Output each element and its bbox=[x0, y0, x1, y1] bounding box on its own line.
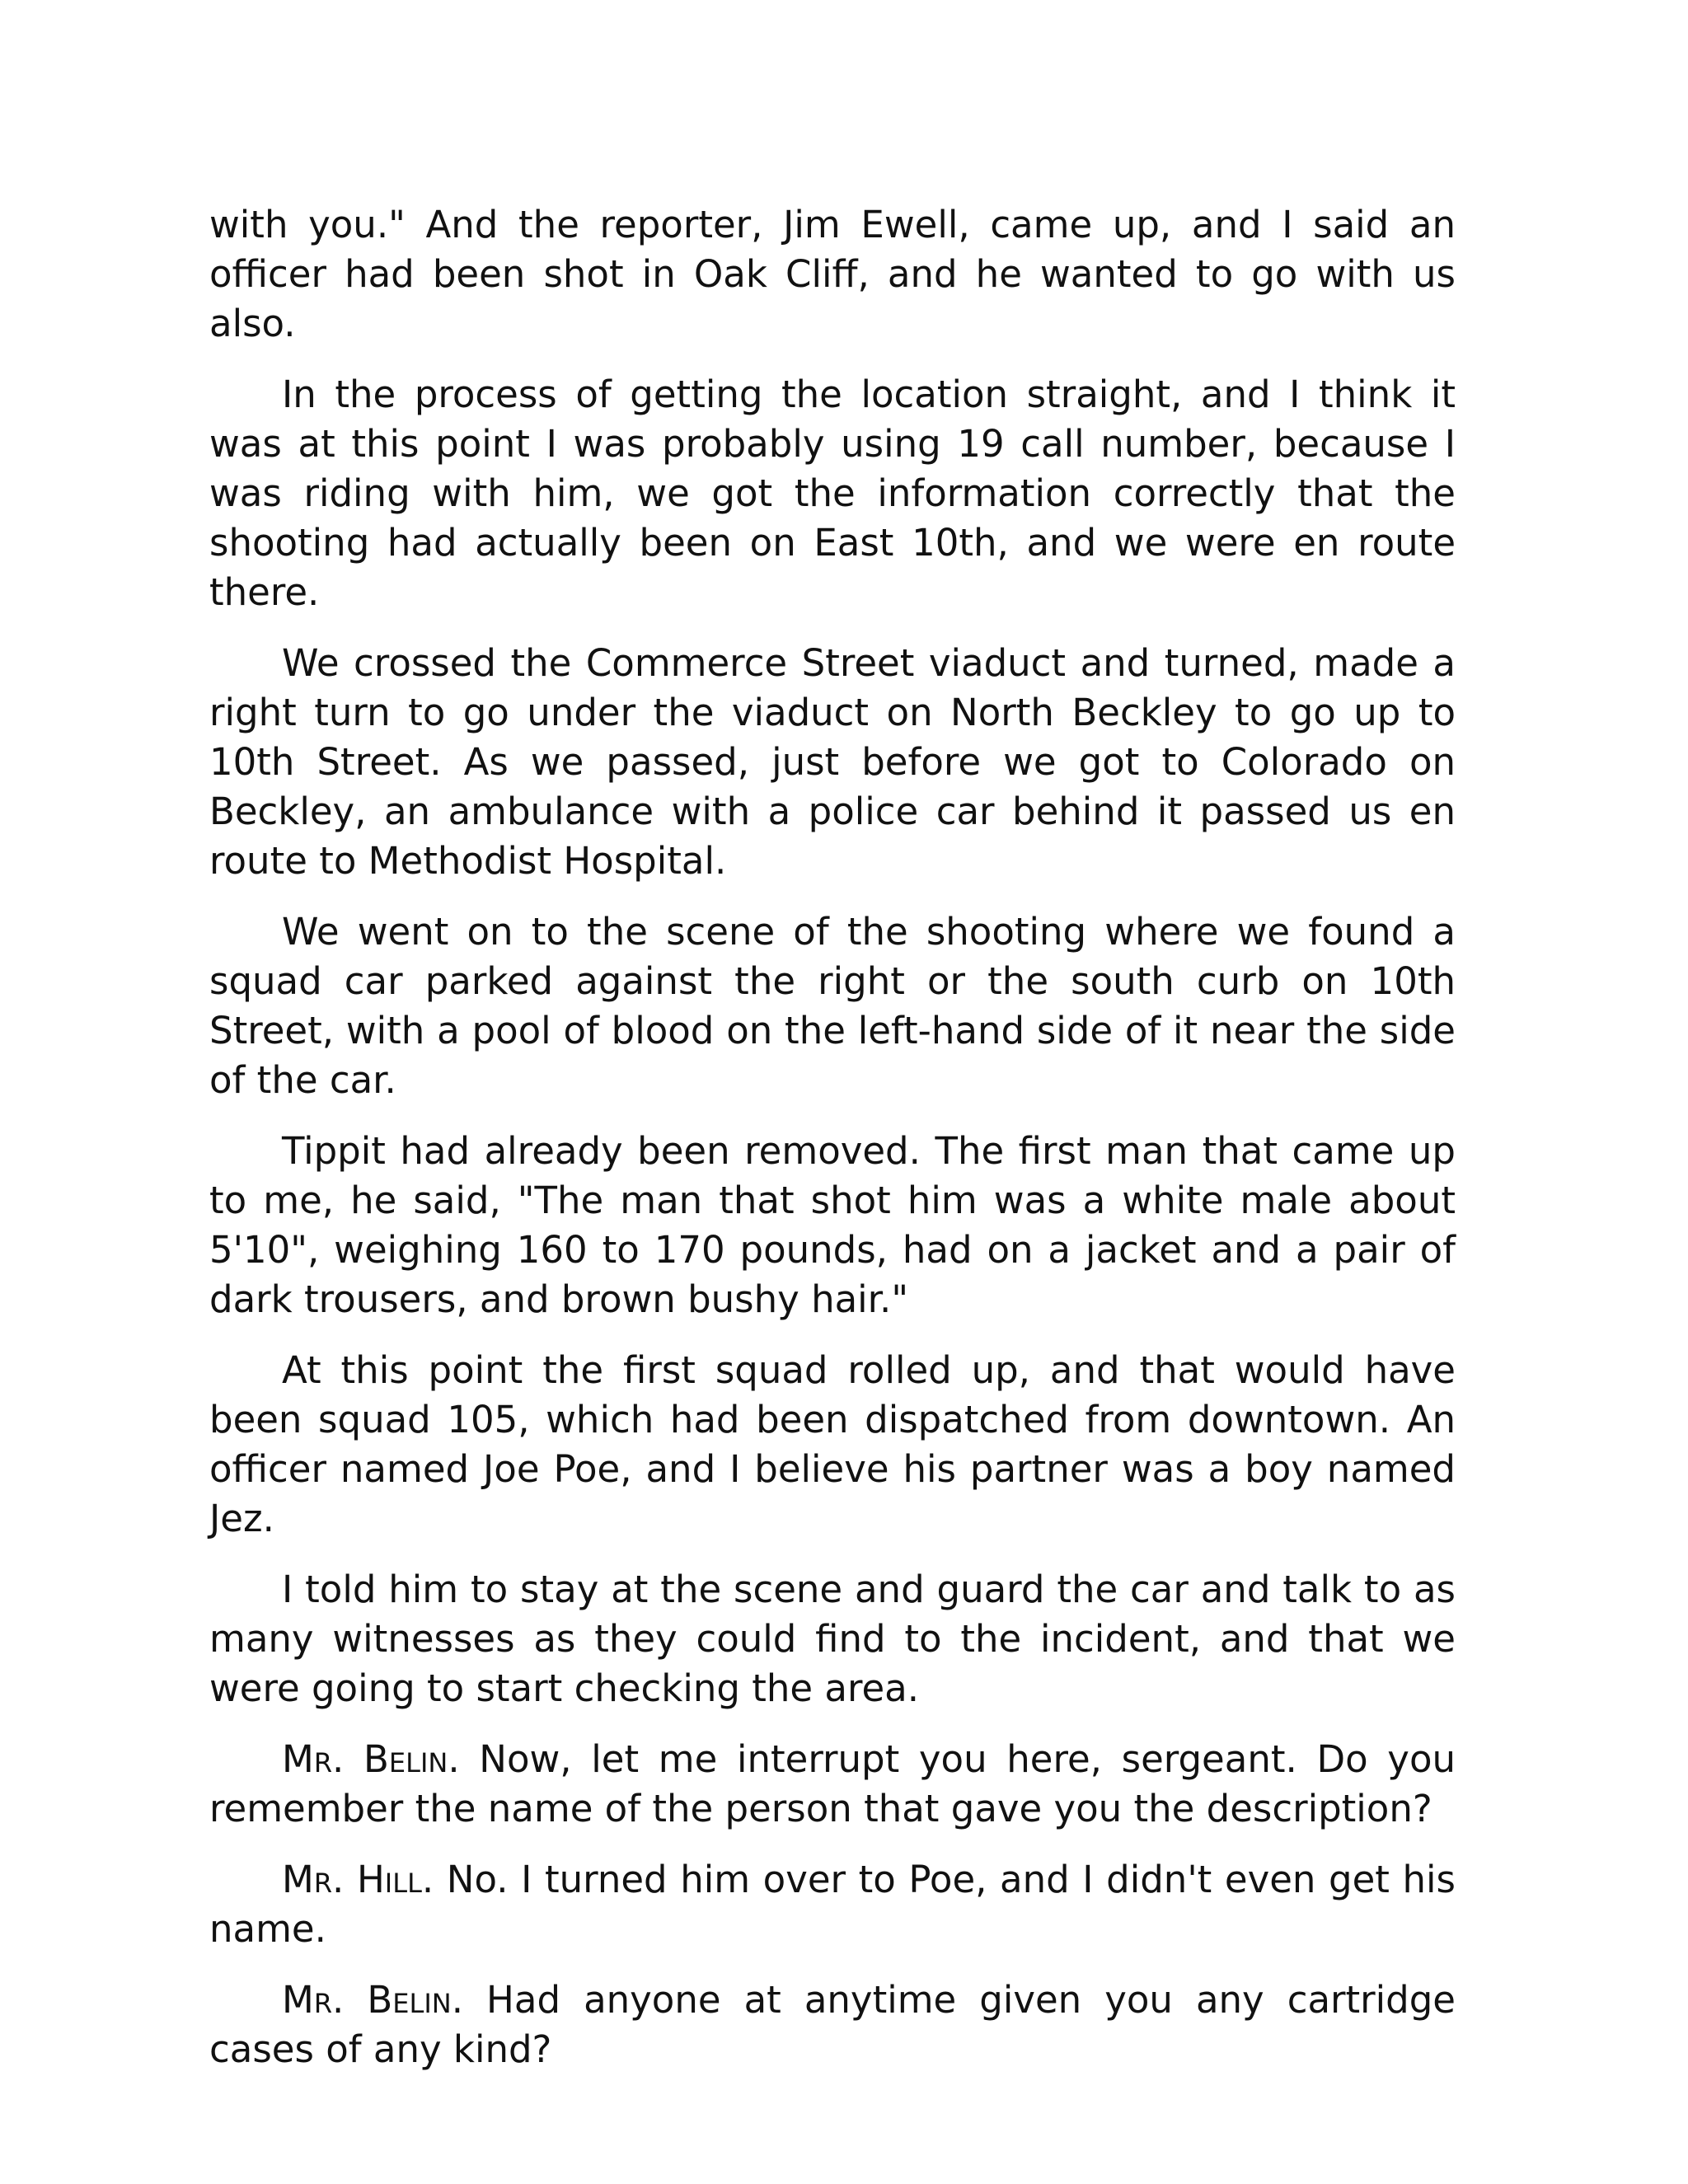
paragraph-text: No. I turned him over to Poe, and I didn't even get his name. bbox=[209, 1858, 1456, 1951]
speaker-name: Mr. Belin. bbox=[282, 1978, 464, 2022]
paragraph-text: At this point the first squad rolled up, and that would have been squad 105, which had been dispatched from downtown. An officer named Joe Poe, and I believe his partner was a boy named Jez. bbox=[209, 1348, 1456, 1540]
paragraph-text: Had anyone at anytime given you any cartridge cases of any kind? bbox=[209, 1978, 1456, 2071]
paragraph-1 bbox=[209, 200, 1456, 349]
speaker-name: Mr. Hill. bbox=[282, 1858, 434, 1901]
paragraph-text: with you." And the reporter, Jim Ewell, came up, and I said an officer had been shot in Oak Cliff, and he wanted to go with us also. bbox=[209, 203, 1456, 345]
paragraph-9 bbox=[209, 1855, 1456, 1954]
paragraph-text: We crossed the Commerce Street viaduct and turned, made a right turn to go under the viaduct on North Beckley to go up to 10th Street. As we passed, just before we got to Colorado on Beckley, an ambulance with a police car behind it passed us en route to Methodist Hospital. bbox=[209, 641, 1456, 883]
paragraph-6 bbox=[209, 1346, 1456, 1544]
speaker-name: Mr. Belin. bbox=[282, 1737, 460, 1781]
paragraph-5 bbox=[209, 1127, 1456, 1324]
paragraph-2 bbox=[209, 370, 1456, 617]
paragraph-8 bbox=[209, 1735, 1456, 1834]
paragraph-text: Now, let me interrupt you here, sergeant. Do you remember the name of the person that gave you the description? bbox=[209, 1737, 1456, 1830]
paragraph-text: Tippit had already been removed. The first man that came up to me, he said, "The man that shot him was a white male about 5'10", weighing 160 to 170 pounds, had on a jacket and a pair of dark trousers, and brown bushy hair." bbox=[209, 1129, 1456, 1321]
paragraph-text: We went on to the scene of the shooting where we found a squad car parked against the right or the south curb on 10th Street, with a pool of blood on the left-hand side of it near the side of the car. bbox=[209, 910, 1456, 1102]
paragraph-text: I told him to stay at the scene and guard the car and talk to as many witnesses as they could find to the incident, and that we were going to start checking the area. bbox=[209, 1568, 1456, 1710]
paragraph-10 bbox=[209, 1975, 1456, 2074]
paragraph-text: In the process of getting the location straight, and I think it was at this point I was probably using 19 call number, because I was riding with him, we got the information correctly that the shooting had actually been on East 10th, and we were en route there. bbox=[209, 373, 1456, 614]
paragraph-7 bbox=[209, 1565, 1456, 1713]
document-page bbox=[209, 200, 1456, 2096]
paragraph-3 bbox=[209, 639, 1456, 886]
paragraph-4 bbox=[209, 907, 1456, 1105]
